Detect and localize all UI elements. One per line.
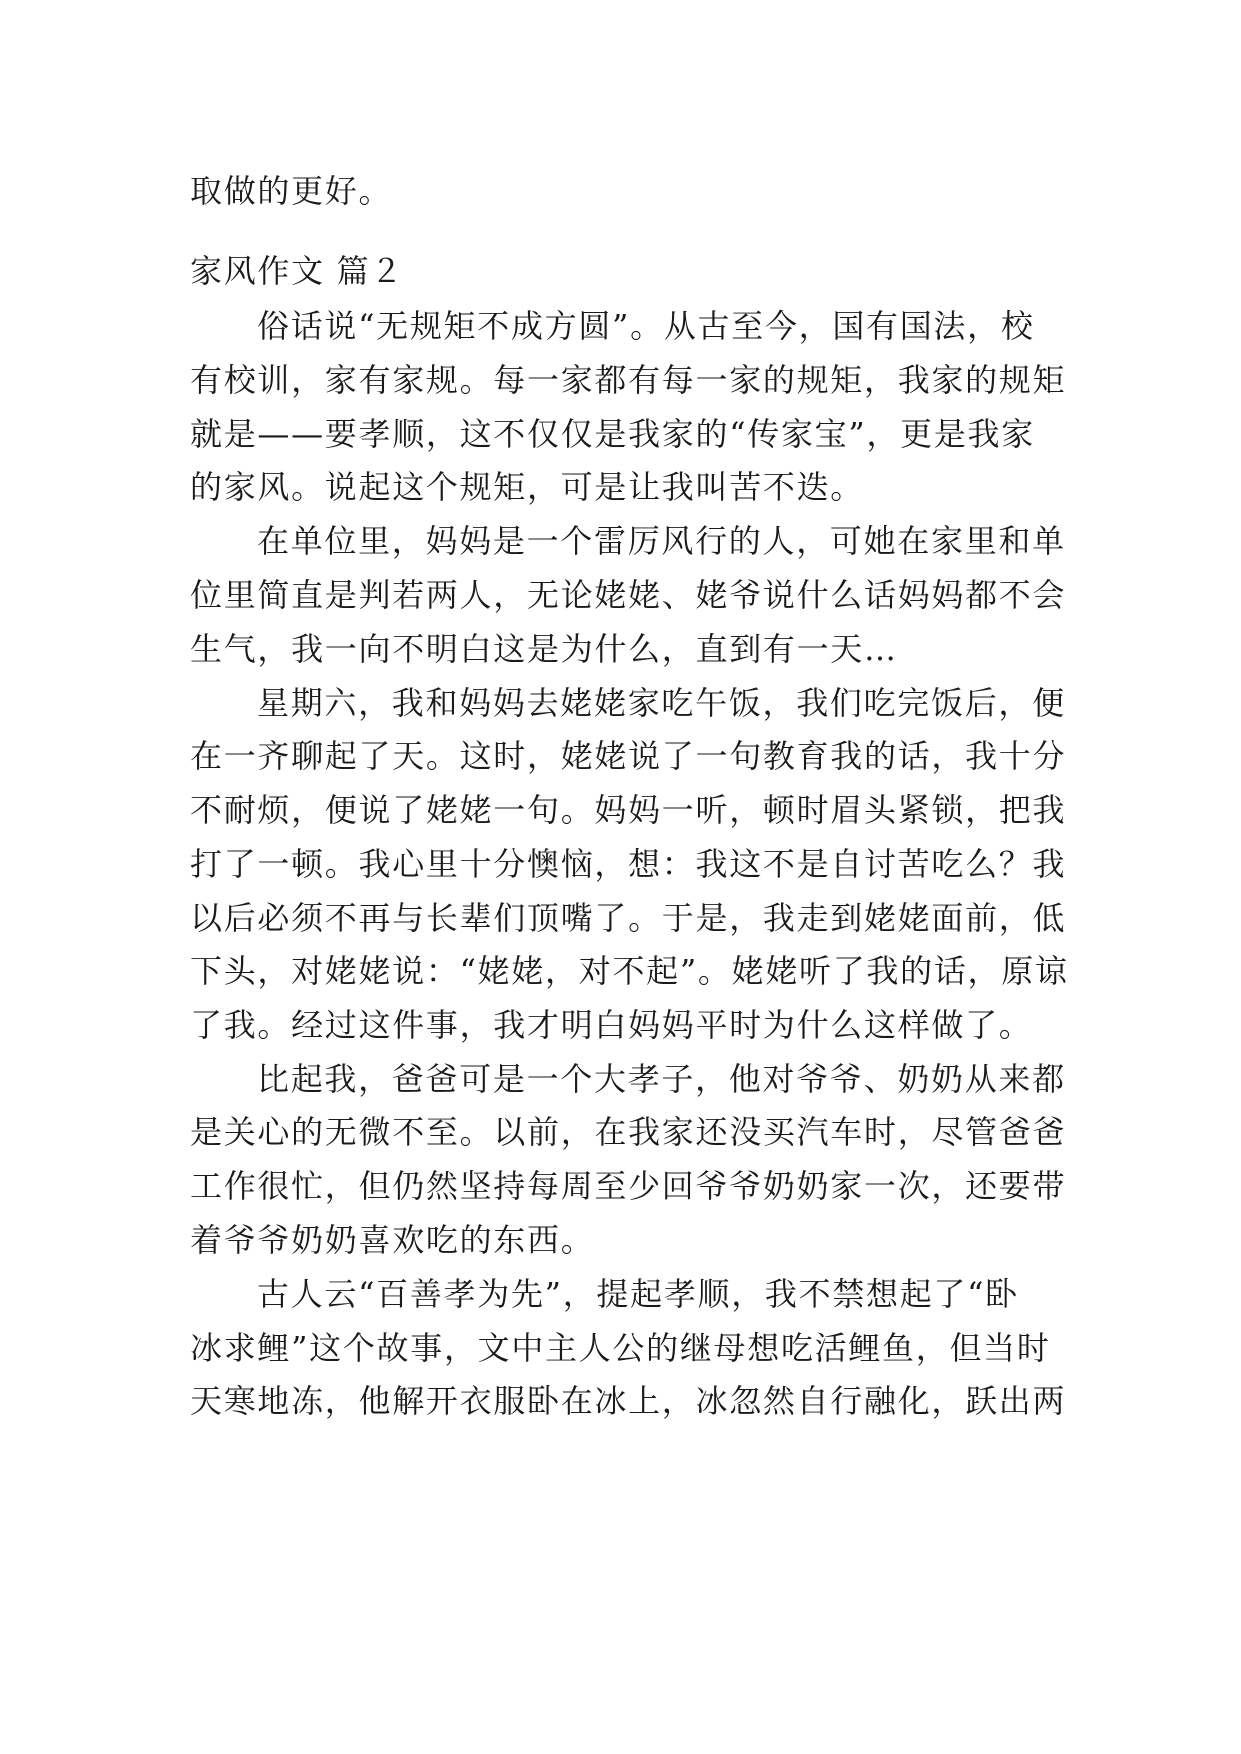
paragraph-line: 着爷爷奶奶喜欢吃的东西。 [190, 1221, 595, 1259]
paragraph-line: 位里简直是判若两人，无论姥姥、姥爷说什么话妈妈都不会 [190, 576, 1067, 614]
paragraph-line: 的家风。说起这个规矩，可是让我叫苦不迭。 [190, 468, 865, 506]
paragraph-line: 以后必须不再与长辈们顶嘴了。于是，我走到姥姥面前，低 [190, 899, 1067, 937]
paragraph-line: 生气，我一向不明白这是为什么，直到有一天… [190, 630, 898, 668]
paragraph-line: 比起我，爸爸可是一个大孝子，他对爷爷、奶奶从来都 [257, 1060, 1066, 1098]
paragraph-line: 是关心的无微不至。以前，在我家还没买汽车时，尽管爸爸 [190, 1113, 1067, 1151]
paragraph-line: 不耐烦，便说了姥姥一句。妈妈一听，顿时眉头紧锁，把我 [190, 791, 1067, 829]
paragraph-line: 就是——要孝顺，这不仅仅是我家的“传家宝”，更是我家 [190, 415, 1035, 453]
paragraph-line: 有校训，家有家规。每一家都有每一家的规矩，我家的规矩 [190, 361, 1067, 399]
paragraph-line: 了我。经过这件事，我才明白妈妈平时为什么这样做了。 [190, 1006, 1033, 1044]
paragraph-line: 天寒地冻，他解开衣服卧在冰上，冰忽然自行融化，跃出两 [190, 1382, 1067, 1420]
paragraph-line: 在单位里，妈妈是一个雷厉风行的人，可她在家里和单 [257, 522, 1066, 560]
paragraph-line: 打了一顿。我心里十分懊恼，想：我这不是自讨苦吃么？我 [190, 845, 1067, 883]
continuation-text: 取做的更好。 [190, 172, 393, 210]
paragraph-line: 在一齐聊起了天。这时，姥姥说了一句教育我的话，我十分 [190, 737, 1067, 775]
paragraph-line: 俗话说“无规矩不成方圆”。从古至今，国有国法，校 [257, 307, 1035, 345]
paragraph-line: 星期六，我和妈妈去姥姥家吃午饭，我们吃完饭后，便 [257, 684, 1066, 722]
section-heading: 家风作文 篇２ [190, 252, 405, 290]
paragraph-line: 古人云“百善孝为先”，提起孝顺，我不禁想起了“卧 [257, 1275, 1019, 1313]
paragraph-line: 冰求鲤”这个故事，文中主人公的继母想吃活鲤鱼，但当时 [190, 1329, 1051, 1367]
paragraph-line: 工作很忙，但仍然坚持每周至少回爷爷奶奶家一次，还要带 [190, 1167, 1067, 1205]
paragraph-line: 下头，对姥姥说：“姥姥，对不起”。姥姥听了我的话，原谅 [190, 952, 1069, 990]
